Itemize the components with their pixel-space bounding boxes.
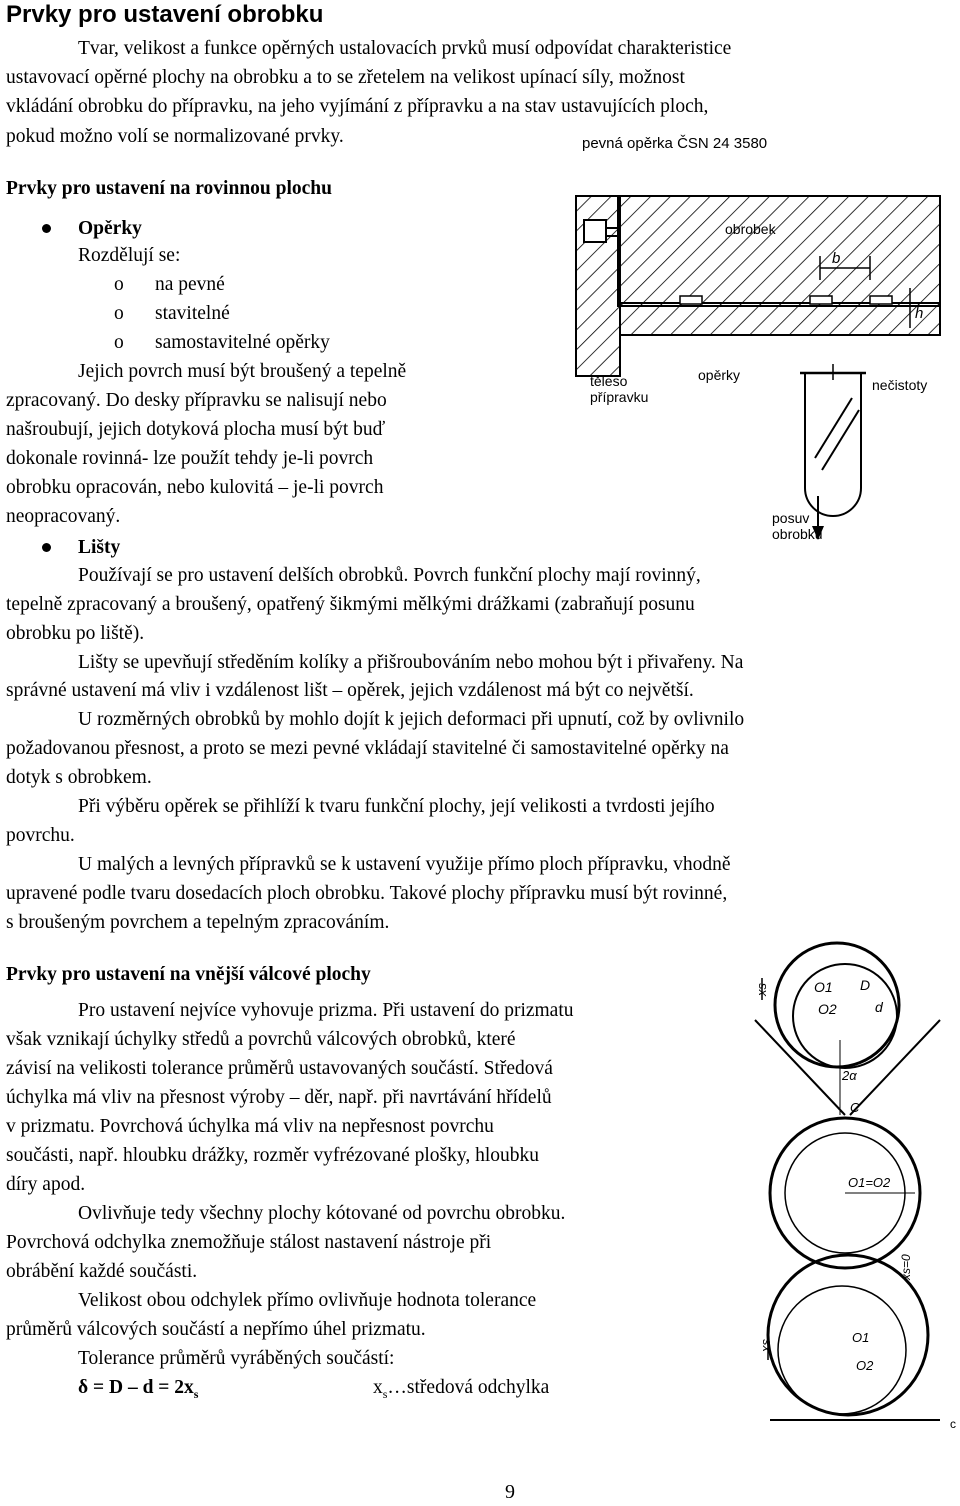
operky-rozdeleni: Rozdělují se:: [78, 245, 181, 266]
listy-text-line: U rozměrných obrobků by mohlo dojít k jejich deformaci při upnutí, což by ovlivnilo: [78, 709, 745, 730]
listy-text-line: dotyk s obrobkem.: [6, 767, 152, 788]
figure2-label-o2-bottom: O2: [856, 1358, 874, 1373]
listy-text-line: Při výběru opěrek se přihlíží k tvaru funkční plochy, její velikosti a tvrdosti jejího: [78, 796, 715, 817]
figure-prizma: [740, 930, 958, 1430]
list-item: na pevné: [155, 274, 225, 295]
figure2-label-xs0: xs=0: [899, 1254, 913, 1280]
listy-text-line: povrchu.: [6, 825, 75, 846]
figure2-label-xs-bottom: xs: [758, 1339, 773, 1352]
figure1-label-h: h: [915, 305, 924, 322]
list-marker: o: [114, 274, 124, 295]
operky-text-line: zpracovaný. Do desky přípravku se nalisují nebo: [6, 390, 387, 411]
operky-text-line: našroubují, jejich dotyková plocha musí být buď: [6, 419, 386, 440]
valcove-text-line: úchylka má vliv na přesnost výroby – děr, např. při navrtávání hřídelů: [6, 1087, 552, 1108]
figure1-label-teleso: těleso: [590, 373, 628, 389]
valcove-text-line: díry apod.: [6, 1174, 86, 1195]
listy-text-line: správné ustavení má vliv i vzdálenost lišt – opěrek, jejich vzdálenost má být co největší.: [6, 680, 694, 701]
listy-text-line: upravené podle tvaru dosedacích ploch obrobku. Takové plochy přípravku musí být rovinné,: [6, 883, 728, 904]
figure2-label-D: D: [860, 977, 871, 993]
figure1-drawing: [576, 196, 940, 540]
section-heading-rovinna: Prvky pro ustavení na rovinnou plochu: [6, 178, 332, 199]
listy-text-line: obrobku po liště).: [6, 623, 145, 644]
valcove-text-line: Tolerance průměrů vyráběných součástí:: [78, 1348, 395, 1369]
list-marker: o: [114, 332, 124, 353]
valcove-text-line: obrábění každé součásti.: [6, 1261, 198, 1282]
figure2-label-2alpha: 2α: [842, 1068, 857, 1083]
listy-text-line: požadovanou přesnost, a proto se mezi pevné vkládají stavitelné či samostavitelné opěrky na: [6, 738, 729, 759]
tolerance-formula: $\delta = D - d = 2x_s$: [78, 1377, 199, 1401]
figure1-title: pevná opěrka ČSN 24 3580: [582, 135, 768, 152]
operky-text-line: obrobku opracován, nebo kulovitá – je-li povrch: [6, 477, 384, 498]
formula-legend: $x_s\dots středová$ odchylka: [373, 1377, 550, 1401]
figure2-edge-mark: c: [950, 1417, 956, 1430]
valcove-text-line: v prizmatu. Povrchová úchylka má vliv na nepřesnost povrchu: [6, 1116, 494, 1137]
intro-line: vkládání obrobku do přípravku, na jeho vyjímání z přípravku a na stav ustavujících ploch,: [6, 96, 709, 117]
operky-text-line: neopracovaný.: [6, 506, 121, 527]
intro-line: pokud možno volí se normalizované prvky.: [6, 126, 344, 147]
bullet: [42, 224, 51, 233]
operky-text-line: Jejich povrch musí být broušený a tepelně: [78, 361, 407, 382]
listy-text-line: s broušeným povrchem a tepelným zpracováním.: [6, 912, 390, 933]
figure2-label-C: C: [850, 1100, 860, 1115]
listy-text-line: Lišty se upevňují středěním kolíky a přišroubováním nebo mohou být i přivařeny. Na: [78, 652, 744, 673]
page-number: 9: [505, 1481, 515, 1503]
section-heading-valcove: Prvky pro ustavení na vnější válcové plochy: [6, 964, 371, 985]
figure1-label-posuv: posuv: [772, 510, 810, 526]
intro-line: Tvar, velikost a funkce opěrných ustalovacích prvků musí odpovídat charakteristice: [78, 38, 732, 59]
listy-text-line: tepelně zpracovaný a broušený, opatřený šikmými mělkými drážkami (zabraňují posunu: [6, 594, 695, 615]
figure2-label-d: d: [875, 999, 883, 1015]
figure2-label-xs: xs: [754, 983, 769, 996]
listy-text-line: U malých a levných přípravků se k ustavení využije přímo ploch přípravku, vhodně: [78, 854, 731, 875]
operky-label: Opěrky: [78, 218, 142, 239]
figure2-label-o1o2: O1=O2: [848, 1175, 891, 1190]
list-item: stavitelné: [155, 303, 230, 324]
valcove-text-line: závisí na velikosti tolerance průměrů ustavovaných součástí. Středová: [6, 1058, 553, 1079]
figure1-label-pripravku: přípravku: [590, 389, 649, 405]
valcove-text-line: Ovlivňuje tedy všechny plochy kótované od povrchu obrobku.: [78, 1203, 566, 1224]
valcove-text-line: Povrchová odchylka znemožňuje stálost nastavení nástroje při: [6, 1232, 492, 1253]
listy-label: Lišty: [78, 537, 121, 558]
figure1-label-obrobek: obrobek: [725, 221, 776, 237]
valcove-text-line: však vznikají úchylky středů a povrchů válcových obrobků, které: [6, 1029, 516, 1050]
list-marker: o: [114, 303, 124, 324]
list-item: samostavitelné opěrky: [155, 332, 330, 353]
valcove-text-line: součásti, např. hloubku drážky, rozměr vyfrézované plošky, hloubku: [6, 1145, 540, 1166]
figure1-label-operky: opěrky: [698, 367, 741, 383]
figure2-label-o2: O2: [818, 1001, 837, 1017]
bullet: [42, 543, 51, 552]
figure-pevna-operka: [560, 128, 950, 558]
page-title: Prvky pro ustavení obrobku: [6, 1, 324, 28]
listy-text-line: Používají se pro ustavení delších obrobků. Povrch funkční plochy mají rovinný,: [78, 565, 701, 586]
intro-line: ustavovací opěrné plochy na obrobku a to se zřetelem na velikost upínací síly, možnost: [6, 67, 685, 88]
figure2-label-o1-bottom: O1: [852, 1330, 870, 1345]
figure1-label-necistoty: nečistoty: [872, 377, 928, 393]
figure2-label-o1: O1: [814, 979, 833, 995]
valcove-text-line: Pro ustavení nejvíce vyhovuje prizma. Při ustavení do prizmatu: [78, 1000, 574, 1021]
operky-text-line: dokonale rovinná- lze použít tehdy je-li povrch: [6, 448, 374, 469]
valcove-text-line: Velikost obou odchylek přímo ovlivňuje hodnota tolerance: [78, 1290, 537, 1311]
figure1-label-obrobku: obrobku: [772, 526, 823, 542]
valcove-text-line: průměrů válcových součástí a nepřímo úhel prizmatu.: [6, 1319, 426, 1340]
figure1-label-b: b: [832, 250, 841, 267]
